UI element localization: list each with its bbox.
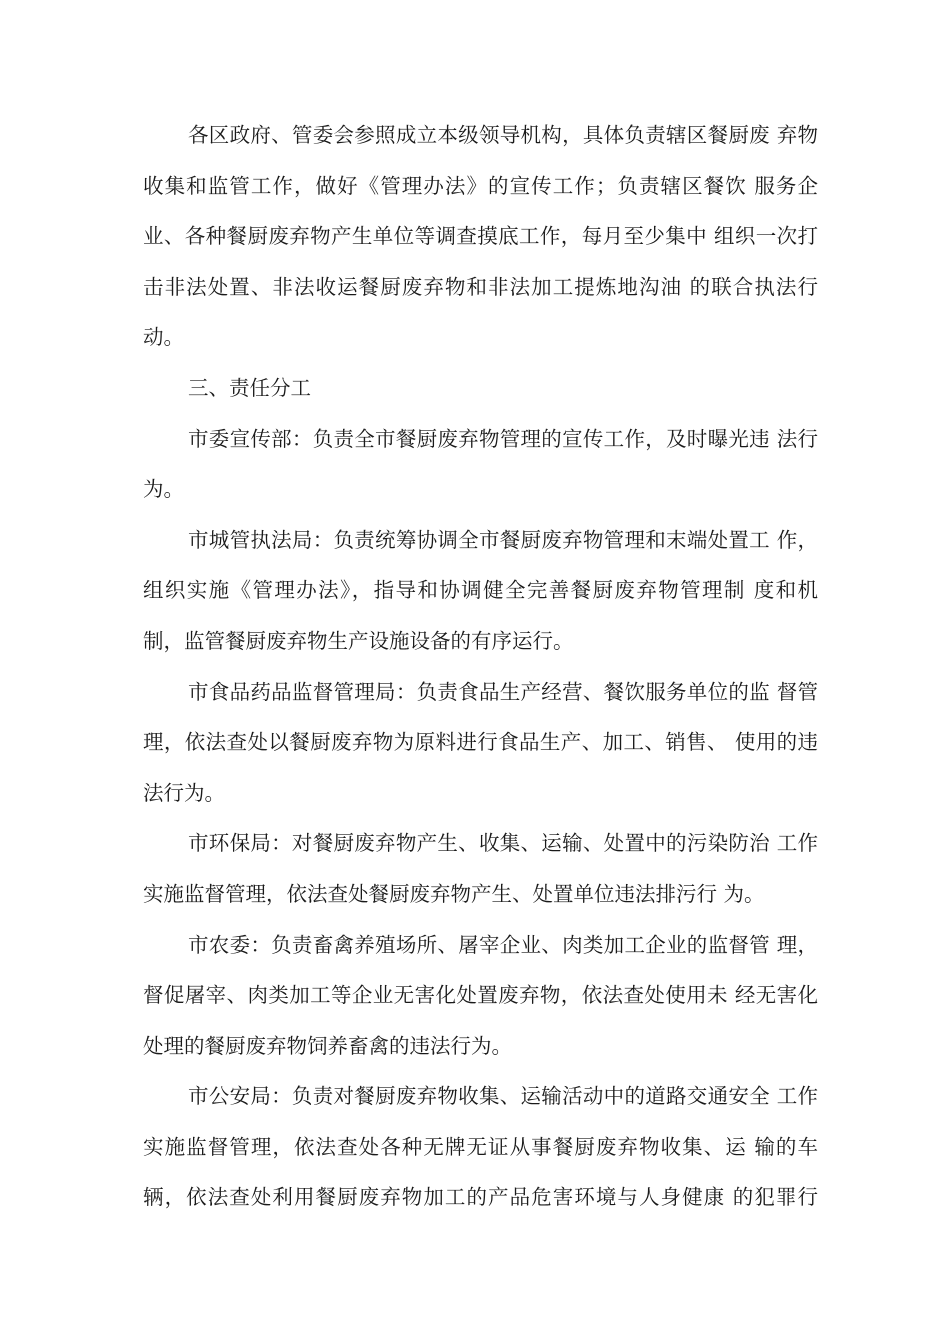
text-line: 处理的餐厨废弃物饲养畜禽的违法行为。 — [143, 1033, 512, 1058]
text-line: 督促屠宰、肉类加工等企业无害化处置废弃物，依法查处使用未 经无害化 — [143, 983, 818, 1008]
text-line: 市食品药品监督管理局：负责食品生产经营、餐饮服务单位的监 督管 — [188, 679, 818, 704]
text-line: 动。 — [143, 325, 184, 350]
text-line: 收集和监管工作，做好《管理办法》的宣传工作；负责辖区餐饮 服务企 — [143, 173, 818, 198]
document-body — [143, 113, 818, 1226]
text-line: 制，监管餐厨废弃物生产设施设备的有序运行。 — [143, 628, 574, 653]
text-line: 各区政府、管委会参照成立本级领导机构，具体负责辖区餐厨废 弃物 — [188, 123, 818, 147]
text-line: 市公安局：负责对餐厨废弃物收集、运输活动中的道路交通安全 工作 — [188, 1084, 818, 1109]
text-line: 击非法处置、非法收运餐厨废弃物和非法加工提炼地沟油 的联合执法行 — [143, 274, 818, 299]
text-line: 辆，依法查处利用餐厨废弃物加工的产品危害环境与人身健康 的犯罪行 — [143, 1185, 818, 1210]
text-line: 业、各种餐厨废弃物产生单位等调查摸底工作，每月至少集中 组织一次打 — [143, 224, 818, 249]
text-line: 市城管执法局：负责统筹协调全市餐厨废弃物管理和末端处置工 作， — [188, 527, 818, 552]
text-line: 市环保局：对餐厨废弃物产生、收集、运输、处置中的污染防治 工作 — [188, 831, 818, 856]
text-line: 市农委：负责畜禽养殖场所、屠宰企业、肉类加工企业的监督管 理， — [188, 932, 818, 957]
text-line: 理，依法查处以餐厨废弃物为原料进行食品生产、加工、销售、 使用的违 — [143, 730, 818, 755]
text-line: 三、责任分工 — [188, 375, 311, 400]
text-line: 实施监督管理，依法查处各种无牌无证从事餐厨废弃物收集、运 输的车 — [143, 1134, 818, 1159]
text-line: 实施监督管理，依法查处餐厨废弃物产生、处置单位违法排污行 为。 — [143, 881, 765, 906]
text-line: 组织实施《管理办法》，指导和协调健全完善餐厨废弃物管理制 度和机 — [143, 578, 818, 603]
text-line: 市委宣传部：负责全市餐厨废弃物管理的宣传工作，及时曝光违 法行 — [188, 426, 818, 451]
text-line: 法行为。 — [143, 780, 225, 805]
text-line: 为。 — [143, 477, 184, 502]
